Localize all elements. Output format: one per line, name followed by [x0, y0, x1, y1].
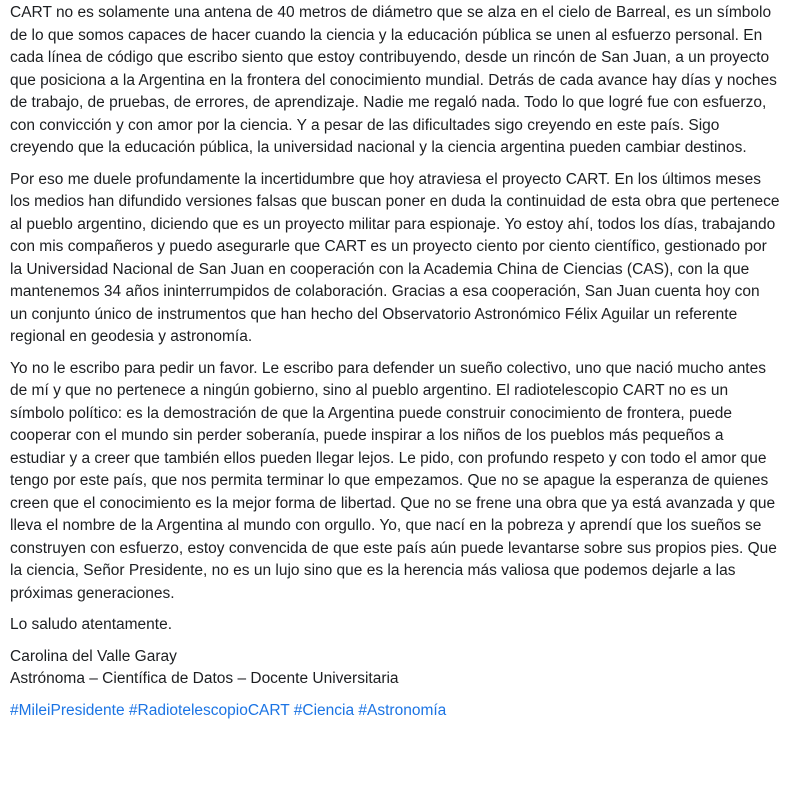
hashtag-link-milei-presidente[interactable]: #MileiPresidente	[10, 701, 125, 719]
signature-title: Astrónoma – Científica de Datos – Docente Universitaria	[10, 670, 399, 687]
hashtag-row	[10, 700, 780, 723]
signature-block	[10, 646, 780, 691]
post-paragraph-3: Yo no le escribo para pedir un favor. Le escribo para defender un sueño colectivo, uno que nació mucho antes de mí y que no pertenece a ningún gobierno, sino al pueblo argentino. El radiotelescopio CART no es un símbolo político: es la demostración de que la Argentina puede construir conocimiento de frontera, puede cooperar con el mundo sin perder soberanía, puede inspirar a los niños de los pueblos más pequeños a estudiar y a creer que también ellos pueden llegar lejos. Le pido, con profundo respeto y con todo el amor que tengo por este país, que nos permita terminar lo que empezamos. Que no se apague la esperanza de quienes creen que el conocimiento es la mejor forma de libertad. Que no se frene una obra que ya está avanzada y que lleva el nombre de la Argentina al mundo con orgullo. Yo, que nací en la pobreza y aprendí que los sueños se construyen con esfuerzo, estoy convencida de que este país aún puede levantarse sobre sus propios pies. Que la ciencia, Señor Presidente, no es un lujo sino que es la herencia más valiosa que podemos dejarle a las próximas generaciones.	[10, 359, 777, 602]
post-paragraph-1: CART no es solamente una antena de 40 metros de diámetro que se alza en el cielo de Barreal, es un símbolo de lo que somos capaces de hacer cuando la ciencia y la educación pública se unen al esfuerzo personal. En cada línea de código que escribo siento que estoy contribuyendo, desde un rincón de San Juan, a un proyecto que posiciona a la Argentina en la frontera del conocimiento mundial. Detrás de cada avance hay días y noches de trabajo, de pruebas, de errores, de aprendizaje. Nadie me regaló nada. Todo lo que logré fue con esfuerzo, con convicción y con amor por la ciencia. Y a pesar de las dificultades sigo creyendo en este país. Sigo creyendo que la educación pública, la universidad nacional y la ciencia argentina pueden cambiar destinos.	[10, 4, 777, 156]
post-closing: Lo saludo atentamente.	[10, 616, 173, 633]
signature-name: Carolina del Valle Garay	[10, 647, 177, 665]
hashtag-link-astronomia[interactable]: #Astronomía	[358, 701, 447, 719]
hashtag-link-radiotelescopio-cart[interactable]: #RadiotelescopioCART	[128, 701, 290, 719]
post-paragraph-2: Por eso me duele profundamente la incertidumbre que hoy atraviesa el proyecto CART. En los últimos meses los medios han difundido versiones falsas que buscan poner en duda la continuidad de esta obra que pertenece al pueblo argentino, diciendo que es un proyecto militar para espionaje. Yo estoy ahí, todos los días, trabajando con mis compañeros y puedo asegurarle que CART es un proyecto ciento por ciento científico, gestionado por la Universidad Nacional de San Juan en cooperación con la Academia China de Ciencias (CAS), con la que mantenemos 34 años ininterrumpidos de colaboración. Gracias a esa cooperación, San Juan cuenta hoy con un conjunto único de instrumentos que han hecho del Observatorio Astronómico Félix Aguilar un referente regional en geodesia y astronomía.	[10, 170, 780, 345]
hashtag-link-ciencia[interactable]: #Ciencia	[293, 701, 355, 719]
